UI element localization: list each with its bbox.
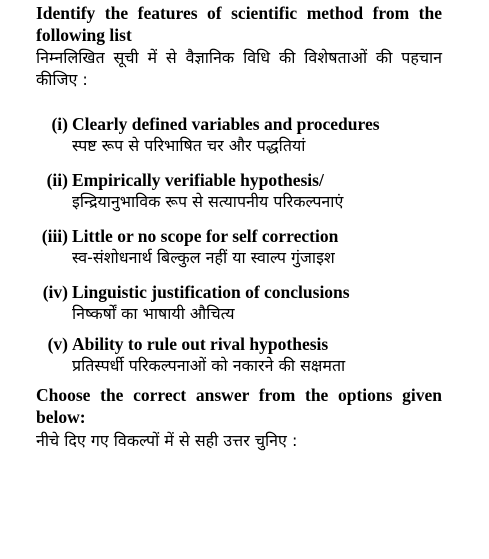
option-text-hindi: स्व-संशोधनार्थ बिल्कुल नहीं या स्वाल्प गुंजाइश bbox=[72, 248, 335, 267]
question-text-english: Identify the features of scientific method from the following list bbox=[36, 3, 442, 45]
option-number: (iii) bbox=[41, 226, 68, 246]
option-number: (ii) bbox=[46, 170, 68, 190]
option-number: (v) bbox=[47, 334, 68, 354]
option-text-english: Linguistic justification of conclusions bbox=[72, 282, 350, 302]
instruction-text-hindi: नीचे दिए गए विकल्पों में से सही उत्तर चुनिए : bbox=[36, 431, 298, 450]
option-text-hindi: स्पष्ट रूप से परिभाषित चर और पद्धतियां bbox=[72, 136, 306, 155]
option-text-hindi: इन्द्रियानुभाविक रूप से सत्यापनीय परिकल्पनाएं bbox=[72, 192, 344, 211]
option-text-hindi: निष्कर्षों का भाषायी औचित्य bbox=[72, 304, 235, 323]
option-text-english: Little or no scope for self correction bbox=[72, 226, 339, 246]
instruction-text-english: Choose the correct answer from the options given below: bbox=[36, 385, 442, 427]
option-text-english: Clearly defined variables and procedures bbox=[72, 114, 380, 134]
question-text-hindi: निम्नलिखित सूची में से वैज्ञानिक विधि की विशेषताओं की पहचान कीजिए : bbox=[36, 48, 442, 89]
option-text-english: Ability to rule out rival hypothesis bbox=[72, 334, 329, 354]
option-number: (iv) bbox=[42, 282, 68, 302]
option-text-hindi: प्रतिस्पर्धी परिकल्पनाओं को नकारने की सक्षमता bbox=[72, 356, 346, 375]
option-number: (i) bbox=[51, 114, 68, 134]
option-text-english: Empirically verifiable hypothesis/ bbox=[72, 170, 324, 190]
